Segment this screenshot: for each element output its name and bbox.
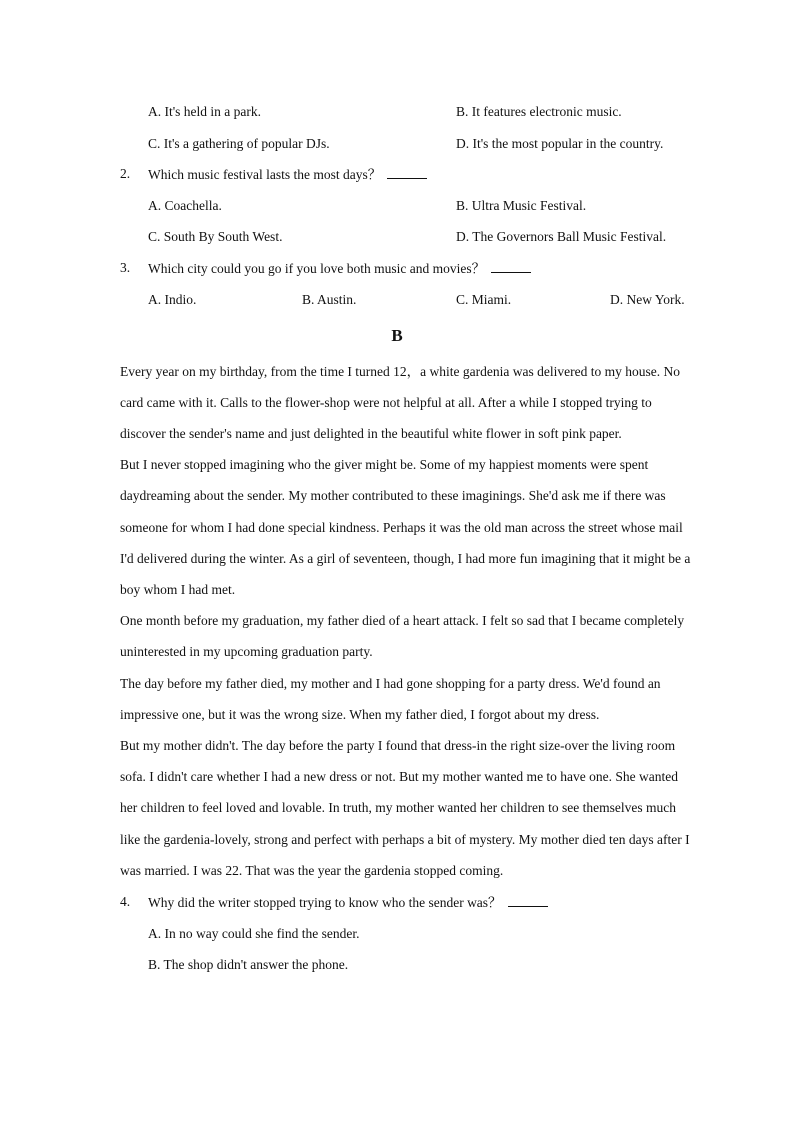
passage-line: uninterested in my upcoming graduation party. [120,644,373,659]
q3-number: 3. [120,260,131,275]
q3-option-b[interactable]: B. Austin. [302,292,357,307]
q4-question-text: Why did the writer stopped trying to know who the sender was？ [148,895,502,910]
passage-line: But my mother didn't. The day before the party I found that dress-in the right size-over the living room [120,738,676,753]
q4-answer-blank[interactable] [508,894,548,907]
q4-option-a[interactable]: A. In no way could she find the sender. [148,926,360,941]
passage-line: discover the sender's name and just delighted in the beautiful white flower in soft pink paper. [120,426,622,441]
q2-option-b[interactable]: B. Ultra Music Festival. [456,198,587,213]
q2-option-a[interactable]: A. Coachella. [148,198,222,213]
q1-option-b[interactable]: B. It features electronic music. [456,104,622,119]
q3-question [148,260,531,277]
passage-line: One month before my graduation, my father died of a heart attack. I felt so sad that I became completely [120,613,685,628]
q3-answer-blank[interactable] [491,260,531,273]
q3-option-d[interactable]: D. New York. [610,292,685,307]
q2-question [148,166,427,183]
q4-option-b[interactable]: B. The shop didn't answer the phone. [148,957,349,972]
q4-question [148,894,548,911]
passage-line: boy whom I had met. [120,582,236,597]
passage-line: her children to feel loved and lovable. In truth, my mother wanted her children to see themselves much [120,800,676,815]
passage-line: impressive one, but it was the wrong size. When my father died, I forgot about my dress. [120,707,600,722]
q1-option-d[interactable]: D. It's the most popular in the country. [456,136,664,151]
passage-line: sofa. I didn't care whether I had a new dress or not. But my mother wanted me to have one. She wanted [120,769,679,784]
q2-number: 2. [120,166,131,181]
passage-line: was married. I was 22. That was the year the gardenia stopped coming. [120,863,504,878]
passage-line: The day before my father died, my mother and I had gone shopping for a party dress. We'd found an [120,676,661,691]
passage-line: someone for whom I had done special kindness. Perhaps it was the old man across the street whose mail [120,520,683,535]
passage-line: But I never stopped imagining who the giver might be. Some of my happiest moments were spent [120,457,649,472]
q1-option-a[interactable]: A. It's held in a park. [148,104,262,119]
q2-option-c[interactable]: C. South By South West. [148,229,283,244]
q3-question-text: Which city could you go if you love both music and movies？ [148,261,486,276]
q1-option-c[interactable]: C. It's a gathering of popular DJs. [148,136,330,151]
passage-line: daydreaming about the sender. My mother contributed to these imaginings. She'd ask me if there was [120,488,666,503]
q3-option-c[interactable]: C. Miami. [456,292,512,307]
q4-number: 4. [120,894,131,909]
passage-line: Every year on my birthday, from the time I turned 12，a white gardenia was delivered to my house. No [120,364,680,379]
passage-line: like the gardenia-lovely, strong and perfect with perhaps a bit of mystery. My mother died ten days after I [120,832,690,847]
q2-answer-blank[interactable] [387,166,427,179]
section-heading: B [391,326,403,345]
q3-option-a[interactable]: A. Indio. [148,292,197,307]
q2-question-text: Which music festival lasts the most days？ [148,167,382,182]
passage-line: I'd delivered during the winter. As a girl of seventeen, though, I had more fun imagining that it might be a [120,551,691,566]
q2-option-d[interactable]: D. The Governors Ball Music Festival. [456,229,667,244]
passage-line: card came with it. Calls to the flower-shop were not helpful at all. After a while I stopped trying to [120,395,652,410]
